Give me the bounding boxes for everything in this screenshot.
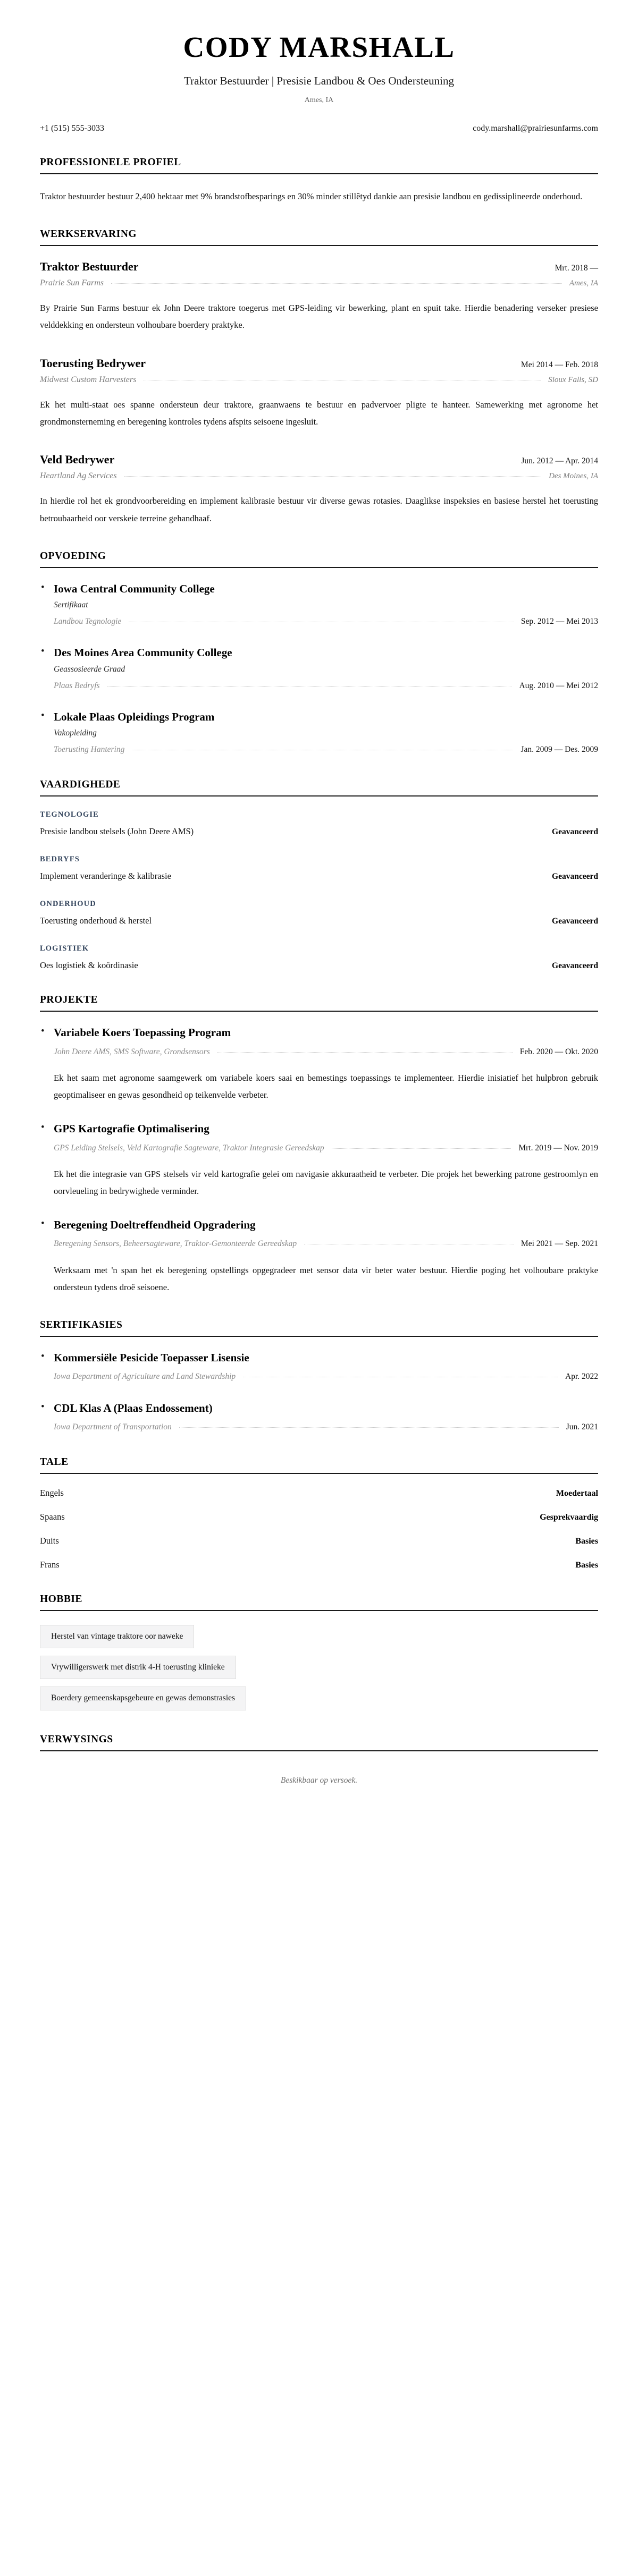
skill-row xyxy=(40,960,598,971)
contact-phone[interactable]: +1 (515) 555-3033 xyxy=(40,123,105,133)
experience-row-secondary xyxy=(40,278,598,288)
skill-group xyxy=(40,900,598,926)
hobby-chip: Boerdery gemeenskapsgebeure en gewas demonstrasies xyxy=(40,1687,246,1710)
school-name: • Des Moines Area Community College xyxy=(54,646,232,659)
project-row-detail xyxy=(54,1046,598,1058)
experience-row-secondary xyxy=(40,375,598,385)
language-row xyxy=(40,1560,598,1570)
section-title-languages: TALE xyxy=(40,1456,69,1468)
project-row-detail xyxy=(54,1142,598,1154)
skill-level: Geavanceerd xyxy=(552,872,598,882)
job-location: Ames, IA xyxy=(569,279,598,288)
language-level: Moedertaal xyxy=(556,1489,598,1498)
section-experience xyxy=(40,228,598,527)
project-item xyxy=(40,1122,598,1200)
skill-row xyxy=(40,826,598,837)
candidate-name: CODY MARSHALL xyxy=(183,31,455,63)
experience-item xyxy=(40,357,598,431)
project-date-range: Feb. 2020 — Okt. 2020 xyxy=(519,1047,598,1056)
section-divider xyxy=(40,1610,598,1611)
skill-group xyxy=(40,944,598,971)
skill-category: LOGISTIEK xyxy=(40,944,89,953)
project-date-range: Mei 2021 — Sep. 2021 xyxy=(521,1239,598,1249)
section-title-projects: PROJEKTE xyxy=(40,994,98,1006)
section-divider xyxy=(40,1473,598,1474)
language-level: Basies xyxy=(575,1561,598,1570)
skill-category: ONDERHOUD xyxy=(40,900,96,909)
candidate-location: Ames, IA xyxy=(304,96,334,104)
project-item xyxy=(40,1218,598,1296)
certification-issuer: Iowa Department of Agriculture and Land Stewardship xyxy=(54,1372,236,1382)
hobby-list xyxy=(40,1625,598,1710)
education-item xyxy=(40,582,598,628)
project-description: Ek het die integrasie van GPS stelsels vir veld kartografie gelei om navigasie akkuraatheid te verbeter. Die projek het bewerking patrone gestroomlyn en oorvleueling in bedrywighede verminder. xyxy=(54,1168,598,1196)
skill-name: Toerusting onderhoud & herstel xyxy=(40,916,152,926)
section-title-profile: PROFESSIONELE PROFIEL xyxy=(40,156,181,168)
education-date-range: Jan. 2009 — Des. 2009 xyxy=(521,745,598,755)
certification-issuer: Iowa Department of Transportation xyxy=(54,1422,172,1431)
candidate-headline: Traktor Bestuurder | Presisie Landbou & Oes Ondersteuning xyxy=(184,74,454,87)
language-name: Frans xyxy=(40,1560,60,1570)
skill-name: Presisie landbou stelsels (John Deere AMS) xyxy=(40,826,194,837)
education-item xyxy=(40,710,598,756)
skill-level: Geavanceerd xyxy=(552,827,598,837)
project-date-range: Mrt. 2019 — Nov. 2019 xyxy=(518,1143,598,1153)
job-title: Traktor Bestuurder xyxy=(40,259,139,273)
section-hobbies xyxy=(40,1594,598,1710)
language-name: Engels xyxy=(40,1488,64,1498)
skill-group xyxy=(40,855,598,882)
profile-summary: Traktor bestuurder bestuur 2,400 hektaar met 9% brandstofbesparings en 30% minder stillêtyd dankie aan presisie landbou en gedissiplineerde onderhoud. xyxy=(40,191,583,201)
project-item xyxy=(40,1026,598,1104)
resume-header xyxy=(40,32,598,133)
education-date-range: Aug. 2010 — Mei 2012 xyxy=(519,681,598,690)
language-level: Gesprekvaardig xyxy=(540,1513,598,1522)
hobby-chip: Herstel van vintage traktore oor naweke xyxy=(40,1625,194,1648)
job-description: By Prairie Sun Farms bestuur ek John Deere traktore toegerus met GPS-leiding vir bewerking, plant en spuit take. Hierdie benadering verseker presiese velddekking en ondersteun volhoubare boerdery praktyke. xyxy=(40,303,598,331)
section-title-hobbies: HOBBIE xyxy=(40,1594,82,1605)
certification-item xyxy=(40,1401,598,1434)
language-row xyxy=(40,1536,598,1546)
degree-type: Geassosieerde Graad xyxy=(54,664,125,674)
section-divider xyxy=(40,567,598,568)
project-row-detail xyxy=(54,1238,598,1250)
experience-row-primary xyxy=(40,357,598,371)
dotted-connector xyxy=(217,1052,513,1053)
section-title-experience: WERKSERVARING xyxy=(40,228,137,240)
degree-type: Sertifikaat xyxy=(54,600,88,609)
job-description: Ek het multi-staat oes spanne ondersteun deur traktore, graanwaens te bestuur en padvervoer pligte te hanteer. Samewerking met agronome het grondmonsterneming en beregening kontroles tydens afspits seisoene ingesluit. xyxy=(40,399,598,427)
section-certifications xyxy=(40,1319,598,1433)
language-name: Duits xyxy=(40,1536,59,1546)
experience-item xyxy=(40,453,598,527)
project-tools: Beregening Sensors, Beheersagteware, Traktor-Gemonteerde Gereedskap xyxy=(54,1239,297,1249)
language-row xyxy=(40,1488,598,1498)
language-name: Spaans xyxy=(40,1512,65,1522)
field-of-study: Landbou Tegnologie xyxy=(54,617,122,626)
project-name: • Beregening Doeltreffendheid Opgradering xyxy=(54,1218,256,1232)
project-name: • GPS Kartografie Optimalisering xyxy=(54,1122,209,1136)
experience-row-primary xyxy=(40,260,598,274)
job-description: In hierdie rol het ek grondvoorbereiding en implement kalibrasie bestuur vir diverse gewas rotasies. Daaglikse inspeksies en basiese herstel het toerusting betroubaarheid oor verskeie terreine gehandhaaf. xyxy=(40,496,598,523)
job-location: Des Moines, IA xyxy=(549,472,598,481)
language-row xyxy=(40,1512,598,1522)
education-row-detail xyxy=(54,680,598,692)
education-row-detail xyxy=(54,615,598,628)
section-skills xyxy=(40,779,598,971)
school-name: • Iowa Central Community College xyxy=(54,582,215,595)
section-divider xyxy=(40,173,598,174)
project-description: Werksaam met 'n span het ek beregening opstellings opgegradeer met sensor data vir beter water bestuur. Hierdie poging het volhoubare praktyke ondersteun tydens droë seisoene. xyxy=(54,1265,598,1292)
section-profile xyxy=(40,157,598,205)
certification-row-detail xyxy=(54,1421,598,1433)
education-row-detail xyxy=(54,743,598,756)
project-tools: GPS Leiding Stelsels, Veld Kartografie Sagteware, Traktor Integrasie Gereedskap xyxy=(54,1143,324,1153)
project-name: • Variabele Koers Toepassing Program xyxy=(54,1026,231,1039)
certification-row-detail xyxy=(54,1370,598,1383)
education-item xyxy=(40,646,598,692)
section-references xyxy=(40,1734,598,1785)
job-title: Toerusting Bedrywer xyxy=(40,356,146,370)
section-title-education: OPVOEDING xyxy=(40,550,106,562)
education-date-range: Sep. 2012 — Mei 2013 xyxy=(521,617,598,626)
employer-name: Heartland Ag Services xyxy=(40,471,117,481)
dotted-connector xyxy=(179,1427,559,1428)
degree-type: Vakopleiding xyxy=(54,728,97,738)
dotted-connector xyxy=(124,476,542,477)
skill-name: Implement veranderinge & kalibrasie xyxy=(40,871,171,882)
language-level: Basies xyxy=(575,1537,598,1546)
job-location: Sioux Falls, SD xyxy=(548,375,598,384)
job-date-range: Mei 2014 — Feb. 2018 xyxy=(521,360,598,369)
skill-level: Geavanceerd xyxy=(552,961,598,971)
experience-row-primary xyxy=(40,453,598,467)
skill-name: Oes logistiek & koördinasie xyxy=(40,960,138,971)
contact-bar xyxy=(40,124,598,133)
certification-date: Apr. 2022 xyxy=(565,1372,598,1382)
employer-name: Prairie Sun Farms xyxy=(40,278,104,288)
field-of-study: Plaas Bedryfs xyxy=(54,681,100,690)
job-date-range: Mrt. 2018 — xyxy=(555,263,598,273)
skill-category: TEGNOLOGIE xyxy=(40,810,99,819)
employer-name: Midwest Custom Harvesters xyxy=(40,375,137,384)
job-date-range: Jun. 2012 — Apr. 2014 xyxy=(521,456,598,466)
experience-item xyxy=(40,260,598,334)
certification-date: Jun. 2021 xyxy=(566,1422,598,1431)
skill-group xyxy=(40,810,598,837)
section-divider xyxy=(40,1011,598,1012)
skill-category: BEDRYFS xyxy=(40,855,80,864)
skill-row xyxy=(40,916,598,926)
contact-email[interactable]: cody.marshall@prairiesunfarms.com xyxy=(473,123,598,133)
job-title: Veld Bedrywer xyxy=(40,453,115,467)
section-title-certifications: SERTIFIKASIES xyxy=(40,1319,123,1331)
section-title-skills: VAARDIGHEDE xyxy=(40,779,121,791)
references-note: Beskikbaar op versoek. xyxy=(280,1775,358,1785)
section-divider xyxy=(40,245,598,246)
project-tools: John Deere AMS, SMS Software, Grondsensors xyxy=(54,1047,210,1056)
field-of-study: Toerusting Hantering xyxy=(54,745,125,755)
hobby-chip: Vrywilligerswerk met distrik 4-H toerusting klinieke xyxy=(40,1656,236,1679)
dotted-connector xyxy=(107,686,512,687)
dotted-connector xyxy=(111,283,562,284)
skill-row xyxy=(40,871,598,882)
skill-level: Geavanceerd xyxy=(552,917,598,926)
section-title-references: VERWYSINGS xyxy=(40,1733,113,1745)
project-description: Ek het saam met agronome saamgewerk om variabele koers saai en bemestings toepassings te implementeer. Hierdie inisiatief het hulpbron gebruik geoptimaliseer en gewas gesondheid op teikenvelde verbeter. xyxy=(54,1072,598,1100)
certification-name: • CDL Klas A (Plaas Endossement) xyxy=(54,1401,213,1414)
experience-row-secondary xyxy=(40,471,598,481)
school-name: • Lokale Plaas Opleidings Program xyxy=(54,710,215,723)
section-divider xyxy=(40,795,598,796)
certification-name: • Kommersiële Pesicide Toepasser Lisensie xyxy=(54,1351,249,1365)
section-education xyxy=(40,550,598,756)
section-projects xyxy=(40,994,598,1296)
dotted-connector xyxy=(332,1148,511,1149)
section-divider xyxy=(40,1750,598,1751)
certification-item xyxy=(40,1351,598,1383)
section-languages xyxy=(40,1456,598,1570)
section-divider xyxy=(40,1336,598,1337)
